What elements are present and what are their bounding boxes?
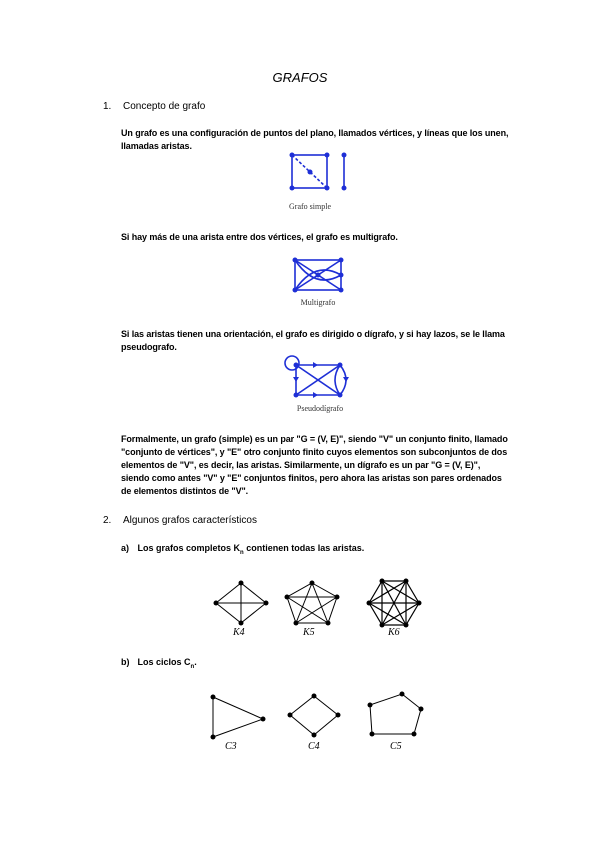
page-title: GRAFOS [272, 70, 328, 85]
section-2-number: 2. [103, 515, 112, 526]
multigraph-caption: Multigrafo [300, 298, 336, 307]
cycle-graph-c3 [208, 693, 268, 741]
subsection-b-text-post: . [194, 657, 197, 667]
cycle-graph-c5 [364, 691, 424, 741]
paragraph-graph-definition: Un grafo es una configuración de puntos del plano, llamados vértices, y líneas que los unen, llamadas aristas. [121, 128, 509, 151]
cycle-graph-c4 [286, 693, 342, 741]
subsection-b [121, 657, 197, 670]
complete-graph-k6 [366, 578, 422, 628]
pseudodigraph-caption: Pseudodígrafo [296, 404, 344, 413]
simple-graph-caption: Grafo simple [289, 202, 331, 211]
simple-graph-figure [280, 150, 360, 210]
section-1-title: Concepto de grafo [123, 101, 206, 112]
subsection-a-label: a) [121, 543, 130, 553]
subsection-b-text-pre: Los ciclos C [137, 657, 191, 667]
multigraph-figure [285, 255, 355, 295]
k6-label: K6 [388, 627, 400, 638]
subsection-a-text-pre: Los grafos completos K [137, 543, 241, 553]
section-1-heading [103, 101, 205, 112]
k5-label: K5 [303, 627, 315, 638]
c5-label: C5 [390, 741, 402, 752]
paragraph-formal-definition: Formalmente, un grafo (simple) es un par "G = (V, E)", siendo "V" un conjunto finito, llamado "conjunto de vértices", y "E" otro conjunto finito cuyos elementos son subconjuntos de dos elementos de "V", es decir, las aristas. Similarmente, un dígrafo es un par "G = (V, E)", siendo como antes "V" y "E" conjuntos finitos, pero ahora las aristas son pares ordenados de elementos distintos de "V". [121, 434, 508, 496]
complete-graph-k4 [213, 580, 269, 626]
section-1-number: 1. [103, 101, 112, 112]
complete-graph-k5 [284, 580, 340, 626]
subsection-a [121, 543, 364, 556]
subsection-a-text-post: contienen todas las aristas. [243, 543, 365, 553]
section-2-title: Algunos grafos característicos [123, 515, 257, 526]
paragraph-multigraph: Si hay más de una arista entre dos vértices, el grafo es multigrafo. [121, 232, 398, 242]
k4-label: K4 [233, 627, 245, 638]
pseudodigraph-figure [282, 355, 362, 405]
subsection-b-subscript: n [190, 663, 195, 670]
section-2-heading [103, 515, 257, 526]
subsection-a-subscript: n [240, 549, 244, 556]
c3-label: C3 [225, 741, 237, 752]
subsection-b-label: b) [121, 657, 130, 667]
c4-label: C4 [308, 741, 320, 752]
paragraph-digraph: Si las aristas tienen una orientación, el grafo es dirigido o dígrafo, y si hay lazos, se le llama pseudografo. [121, 329, 505, 352]
